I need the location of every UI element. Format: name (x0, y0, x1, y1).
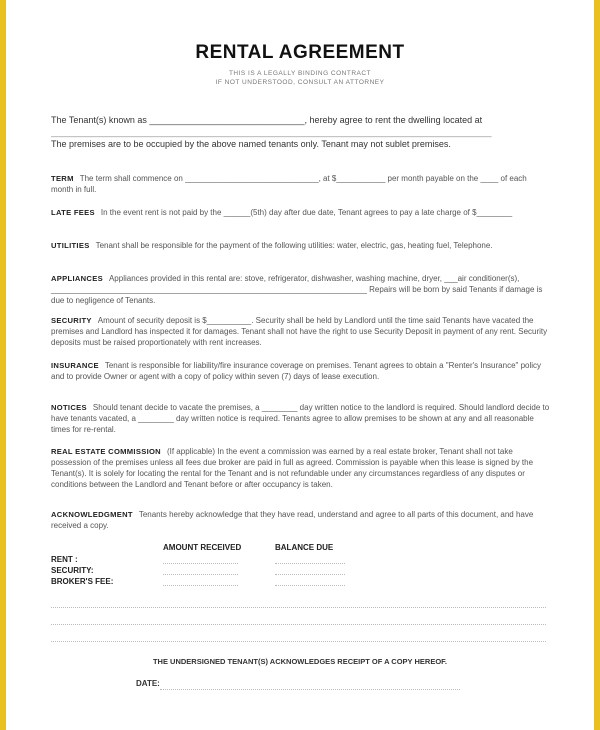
security-heading: SECURITY (51, 316, 92, 325)
security-text: Amount of security deposit is $__________. Security shall be held by Landlord until the time said Tenants have vacated the premises and Landlord has inspected it for damages. Tenant shall not have the right to use Security Deposit in payment of any rent. Security deposits must be raised proportionately with rent increases. (51, 316, 548, 347)
insurance-heading: INSURANCE (51, 361, 99, 370)
signature-line[interactable] (51, 624, 546, 625)
acknowledgment-section (51, 509, 551, 531)
security-balance-line[interactable] (275, 574, 345, 575)
utilities-heading: UTILITIES (51, 241, 90, 250)
security-label: SECURITY: (51, 566, 94, 575)
appliances-text: Appliances provided in this rental are: stove, refrigerator, dishwasher, washing machine, dryer, ___air conditioner(s), _______________________________________________________________________ Repairs will be born by said Tenants if damage is due to negligence of Tenants. (51, 274, 543, 305)
intro-paragraph (51, 114, 551, 150)
utilities-text: Tenant shall be responsible for the payment of the following utilities: water, electric, gas, heating fuel, Telephone. (95, 241, 493, 250)
document-title: RENTAL AGREEMENT (195, 42, 405, 63)
broker-amount-line[interactable] (163, 585, 238, 586)
subtitle-line-2: IF NOT UNDERSTOOD, CONSULT AN ATTORNEY (215, 79, 385, 86)
notices-text: Should tenant decide to vacate the premises, a ________ day written notice to the landlord is required. Should landlord decide to have tenants vacated, a ________ day written notice is required. Tenants agree to allow premises to be shown at any and all reasonable times for re-rental. (51, 403, 550, 434)
rent-balance-line[interactable] (275, 563, 345, 564)
date-line[interactable] (160, 689, 460, 690)
signature-line[interactable] (51, 641, 546, 642)
intro-line-3: The premises are to be occupied by the above named tenants only. Tenant may not sublet premises. (51, 139, 451, 149)
appliances-section (51, 273, 551, 306)
term-section (51, 173, 551, 195)
late-fees-heading: LATE FEES (51, 208, 95, 217)
real-estate-commission-section (51, 446, 551, 490)
subtitle-line-1: THIS IS A LEGALLY BINDING CONTRACT (228, 70, 372, 77)
amount-received-header: AMOUNT RECEIVED (163, 543, 242, 552)
signature-line[interactable] (51, 607, 546, 608)
utilities-section (51, 240, 551, 251)
balance-due-header: BALANCE DUE (275, 543, 334, 552)
intro-line-1: The Tenant(s) known as _______________________________, hereby agree to rent the dwelling located at (51, 115, 483, 125)
rent-amount-line[interactable] (163, 563, 238, 564)
late-fees-section (51, 207, 551, 218)
real-estate-commission-text: (If applicable) In the event a commission was earned by a real estate broker, Tenant shall not take possession of the premises unless all fees due broker are paid in full as agreed. Commission is payable when this lease is signed by the Tenant(s). It is solely for locating the rental for the Tenant and is not refundable under any circumstances regardless of any disputes or conditions between the Landlord and Tenant before or after occupancy is taken. (51, 447, 534, 489)
broker-balance-line[interactable] (275, 585, 345, 586)
appliances-heading: APPLIANCES (51, 274, 103, 283)
notices-heading: NOTICES (51, 403, 87, 412)
real-estate-commission-heading: REAL ESTATE COMMISSION (51, 447, 161, 456)
rent-label: RENT : (51, 555, 78, 564)
security-section (51, 315, 551, 348)
brokers-fee-label: BROKER'S FEE: (51, 577, 114, 586)
late-fees-text: In the event rent is not paid by the ______(5th) day after due date, Tenant agrees to pay a late charge of $________ (100, 208, 513, 217)
insurance-section (51, 360, 551, 382)
acknowledgment-heading: ACKNOWLEDGMENT (51, 510, 133, 519)
date-label: DATE: (136, 679, 160, 688)
notices-section (51, 402, 551, 435)
security-amount-line[interactable] (163, 574, 238, 575)
acknowledgment-text: Tenants hereby acknowledge that they have read, understand and agree to all parts of this document, and have received a copy. (51, 510, 534, 530)
term-text: The term shall commence on ______________________________, at $___________ per month payable on the ____ of each month in full. (51, 174, 527, 194)
intro-line-2: ________________________________________________________________________________________ (51, 127, 492, 137)
insurance-text: Tenant is responsible for liability/fire insurance coverage on premises. Tenant agrees to obtain a "Renter's Insurance" policy and to provide Owner or agent with a copy of policy within seven (7) days of lease execution. (51, 361, 542, 381)
term-heading: TERM (51, 174, 74, 183)
receipt-acknowledgment: THE UNDERSIGNED TENANT(S) ACKNOWLEDGES RECEIPT OF A COPY HEREOF. (152, 657, 448, 666)
